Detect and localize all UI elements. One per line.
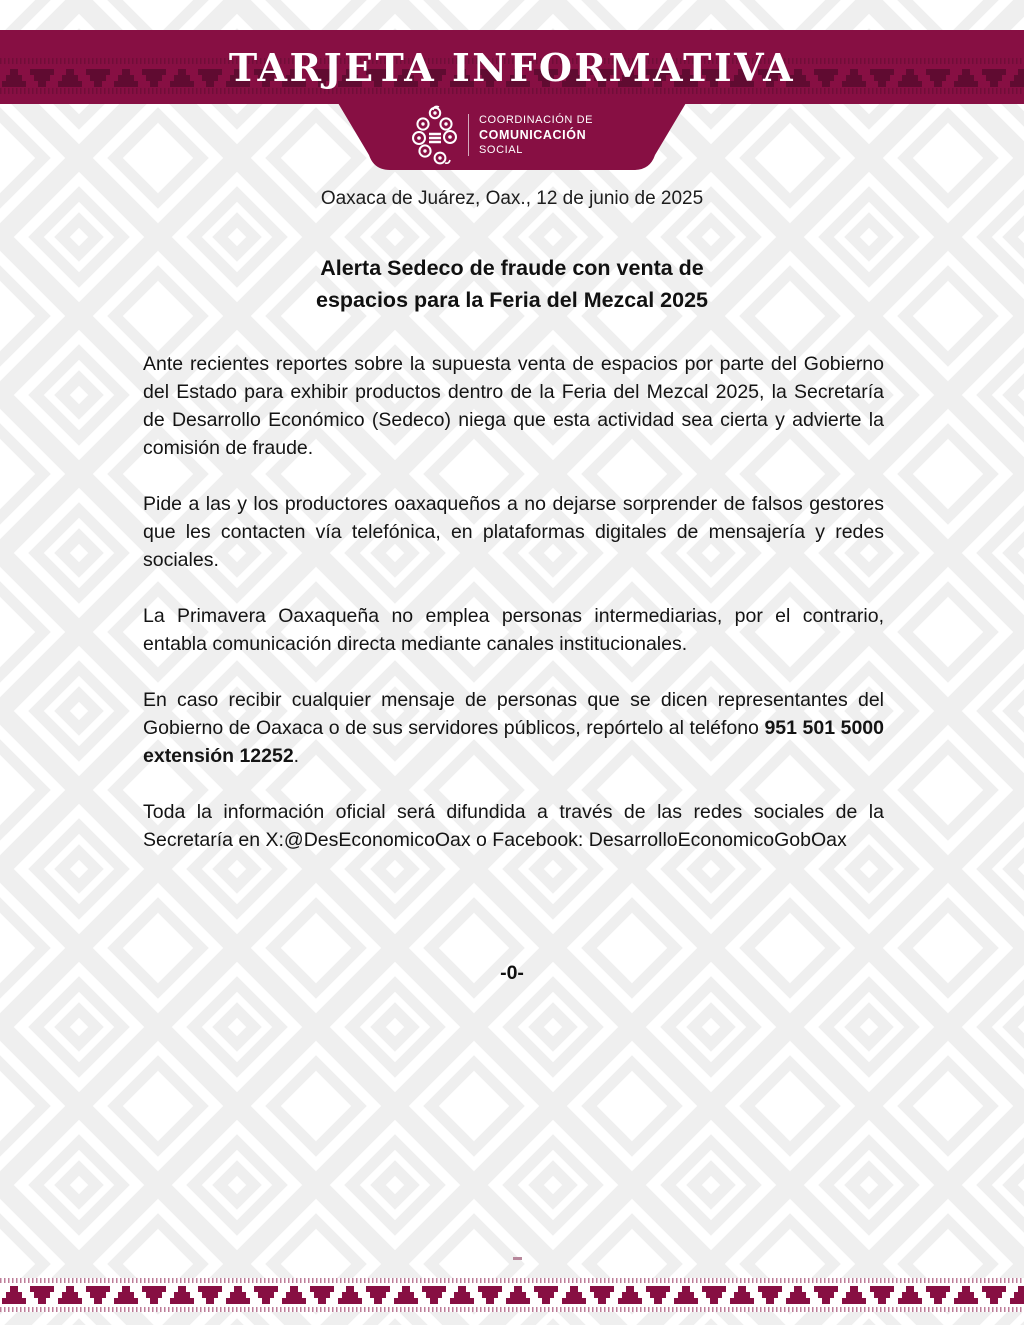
header-logo-tab — [338, 103, 686, 170]
body-paragraph — [143, 350, 884, 462]
logo-text-line1: COORDINACIÓN DE — [479, 113, 594, 126]
banner-title: TARJETA INFORMATIVA — [228, 44, 796, 90]
body-paragraph — [143, 798, 884, 854]
body-paragraph — [143, 490, 884, 574]
document-body — [143, 350, 884, 882]
logo-text-line2: COMUNICACIÓN — [479, 127, 587, 142]
body-paragraph — [143, 602, 884, 658]
logo-text-line3: SOCIAL — [479, 143, 523, 156]
paragraph-text: . — [293, 745, 300, 767]
phone-number-bold-text: 951 501 5000 extensión 12252 — [143, 717, 884, 767]
dateline: Oaxaca de Juárez, Oax., 12 de junio de 2025 — [320, 188, 704, 209]
end-mark: -0- — [500, 962, 524, 984]
paragraph-text: La Primavera Oaxaqueña no emplea personas intermediarias, por el contrario, entabla comunicación directa mediante canales institucionales. — [143, 605, 884, 655]
logo-divider — [468, 114, 469, 156]
title-line-2: espacios para la Feria del Mezcal 2025 — [316, 288, 708, 312]
document-title — [0, 252, 1024, 316]
page-mark-dash — [513, 1257, 522, 1260]
body-paragraph — [143, 686, 884, 770]
paragraph-text: Ante recientes reportes sobre la supuesta venta de espacios por parte del Gobierno del Estado para exhibir productos dentro de la Feria del Mezcal 2025, la Secretaría de Desarrollo Económico (Sedeco) niega que esta actividad sea cierta y advierte la comisión de fraude. — [143, 353, 884, 459]
title-line-1: Alerta Sedeco de fraude con venta de — [320, 256, 704, 280]
paragraph-text: Toda la información oficial será difundida a través de las redes sociales de la Secretaría en X:@DesEconomicoOax o Facebook: DesarrolloEconomicoGobOax — [143, 801, 884, 851]
oaxaca-government-emblem-icon — [412, 105, 458, 165]
header-banner — [0, 30, 1024, 104]
paragraph-text: En caso recibir cualquier mensaje de personas que se dicen representantes del Gobierno de Oaxaca o de sus servidores públicos, repórtelo al teléfono — [143, 689, 884, 739]
footer-textile-band — [0, 1278, 1024, 1312]
logo-text-block — [479, 113, 593, 158]
paragraph-text: Pide a las y los productores oaxaqueños a no dejarse sorprender de falsos gestores que les contacten vía telefónica, en plataformas digitales de mensajería y redes sociales. — [143, 493, 884, 571]
